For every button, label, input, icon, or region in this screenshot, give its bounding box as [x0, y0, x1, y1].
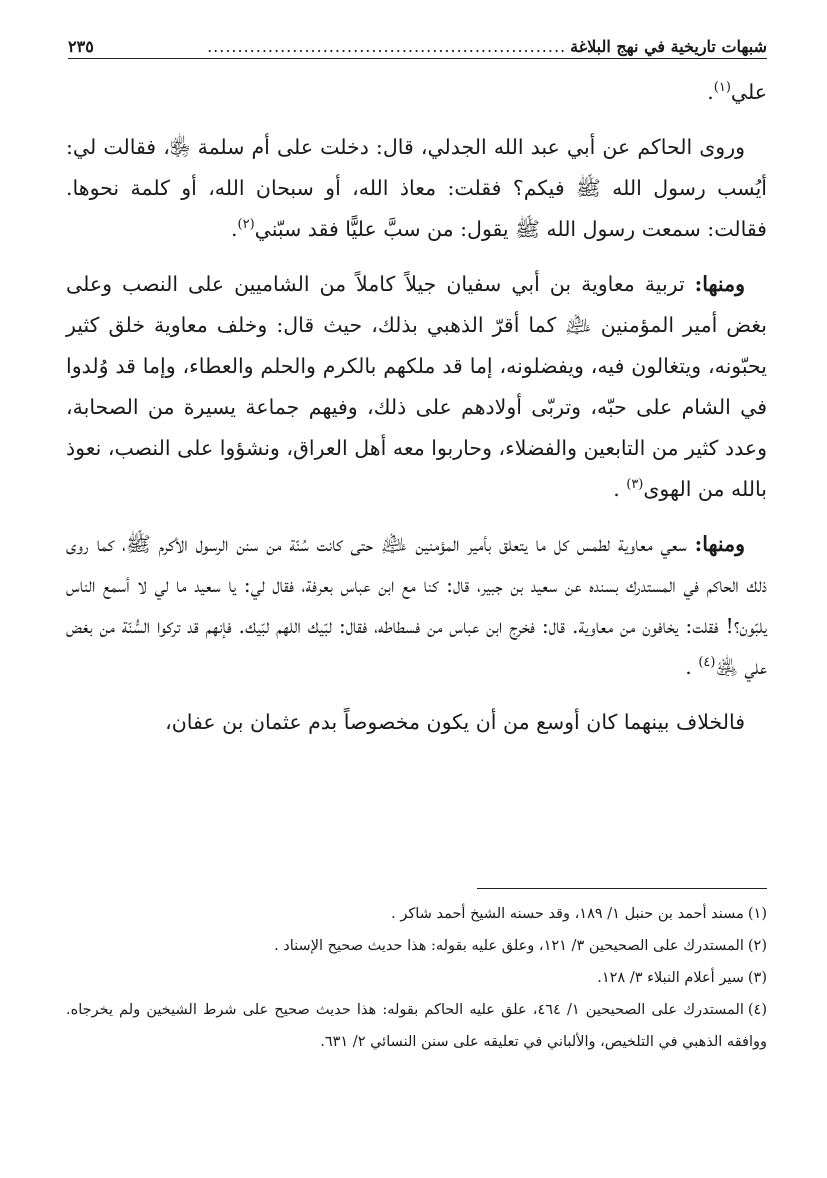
footnote-ref-1[interactable]: (١) [713, 80, 731, 96]
paragraph-muawiya-sunna: ومنها: سعي معاوية لطمس كل ما يتعلق بأمير المؤمنين ﵇ حتى كانت سُنّة من سنن الرسول الأكرم ﷺ، كما روى ذلك الحاكم في المستدرك بسنده عن سعيد بن جبير، قال: كنا مع ابن عباس بعرفة، فقال لي: يا سعيد ما لي لا أسمع الناس يلبّون؟! فقلت: يخافون من معاوية. قال: فخرج ابن عباس من فسطاطه، فقال: لبّيك اللهم لبّيك. فإنهم قد تركوا السُّنّة من بغض علي ﵁$^{(٤)}$ . [66, 532, 767, 679]
paragraph-dispute: فالخلاف بينهما كان أوسع من أن يكون مخصوصاً بدم عثمان بن عفان، [165, 710, 745, 734]
footnote-3: (٣)سير أعلام النبلاء ٣/ ١٢٨. [597, 970, 767, 986]
paragraph-lead: ومنها: [694, 272, 745, 296]
footnote-ref-2[interactable]: (٢) [237, 217, 255, 233]
header-rule [68, 58, 767, 59]
footnote-ref-4[interactable]: (٤) [698, 655, 716, 671]
paragraph-continuation: علي$^{(١)}$. [707, 80, 767, 104]
paragraph-muawiya-generation: ومنها: تربية معاوية بن أبي سفيان جيلاً كاملاً من الشاميين على النصب وعلى بغض أمير المؤمنين ﵇ كما أقرّ الذهبي بذلك، حيث قال: وخلف معاوية خلق كثير يحبّونه، ويتغالون فيه، ويفضلونه، إما قد ملكهم بالكرم والحلم والعطاء، وإما قد وُلدوا في الشام على حبّه، وتربّى أولادهم على ذلك، وفيهم جماعة يسيرة من الصحابة، وعدد كثير من التابعين والفضلاء، وحاربوا معه أهل العراق، ونشؤوا على النصب، نعوذ بالله من الهوى$^{(٣)}$ . [66, 272, 767, 501]
footnote-1: (١)مسند أحمد بن حنبل ١/ ١٨٩، وقد حسنه الشيخ أحمد شاكر . [391, 906, 767, 922]
paragraph-lead: ومنها: [694, 532, 745, 556]
footnote-rule [477, 888, 767, 889]
paragraph-hakim-umm-salama: وروى الحاكم عن أبي عبد الله الجدلي، قال: دخلت على أم سلمة ﵂، فقالت لي: أيُسب رسول الله ﷺ فيكم؟ فقلت: معاذ الله، أو سبحان الله، أو كلمة نحوها. فقالت: سمعت رسول الله ﷺ يقول: من سبَّ عليًّا فقد سبّني$^{(٢)}$. [66, 135, 767, 241]
main-text [66, 72, 767, 757]
running-header [68, 30, 767, 56]
leader-dots: ........................................................... [207, 37, 567, 56]
footnote-2: (٢)المستدرك على الصحيحين ٣/ ١٢١، وعلق عليه بقوله: هذا حديث صحيح الإسناد . [274, 938, 767, 954]
page-number: ٢٣٥ [68, 37, 94, 56]
footnote-4: (٤)المستدرك على الصحيحين ١/ ٤٦٤، علق عليه الحاكم بقوله: هذا حديث صحيح على شرط الشيخين ولم يخرجاه. ووافقه الذهبي في التلخيص، والألباني في تعليقه على سنن النسائي ٢/ ٦٣١. [66, 1002, 767, 1050]
footnotes [66, 898, 767, 1058]
footnote-ref-3[interactable]: (٣) [626, 477, 644, 493]
running-title: شبهات تاريخية في نهج البلاغة [570, 37, 767, 56]
